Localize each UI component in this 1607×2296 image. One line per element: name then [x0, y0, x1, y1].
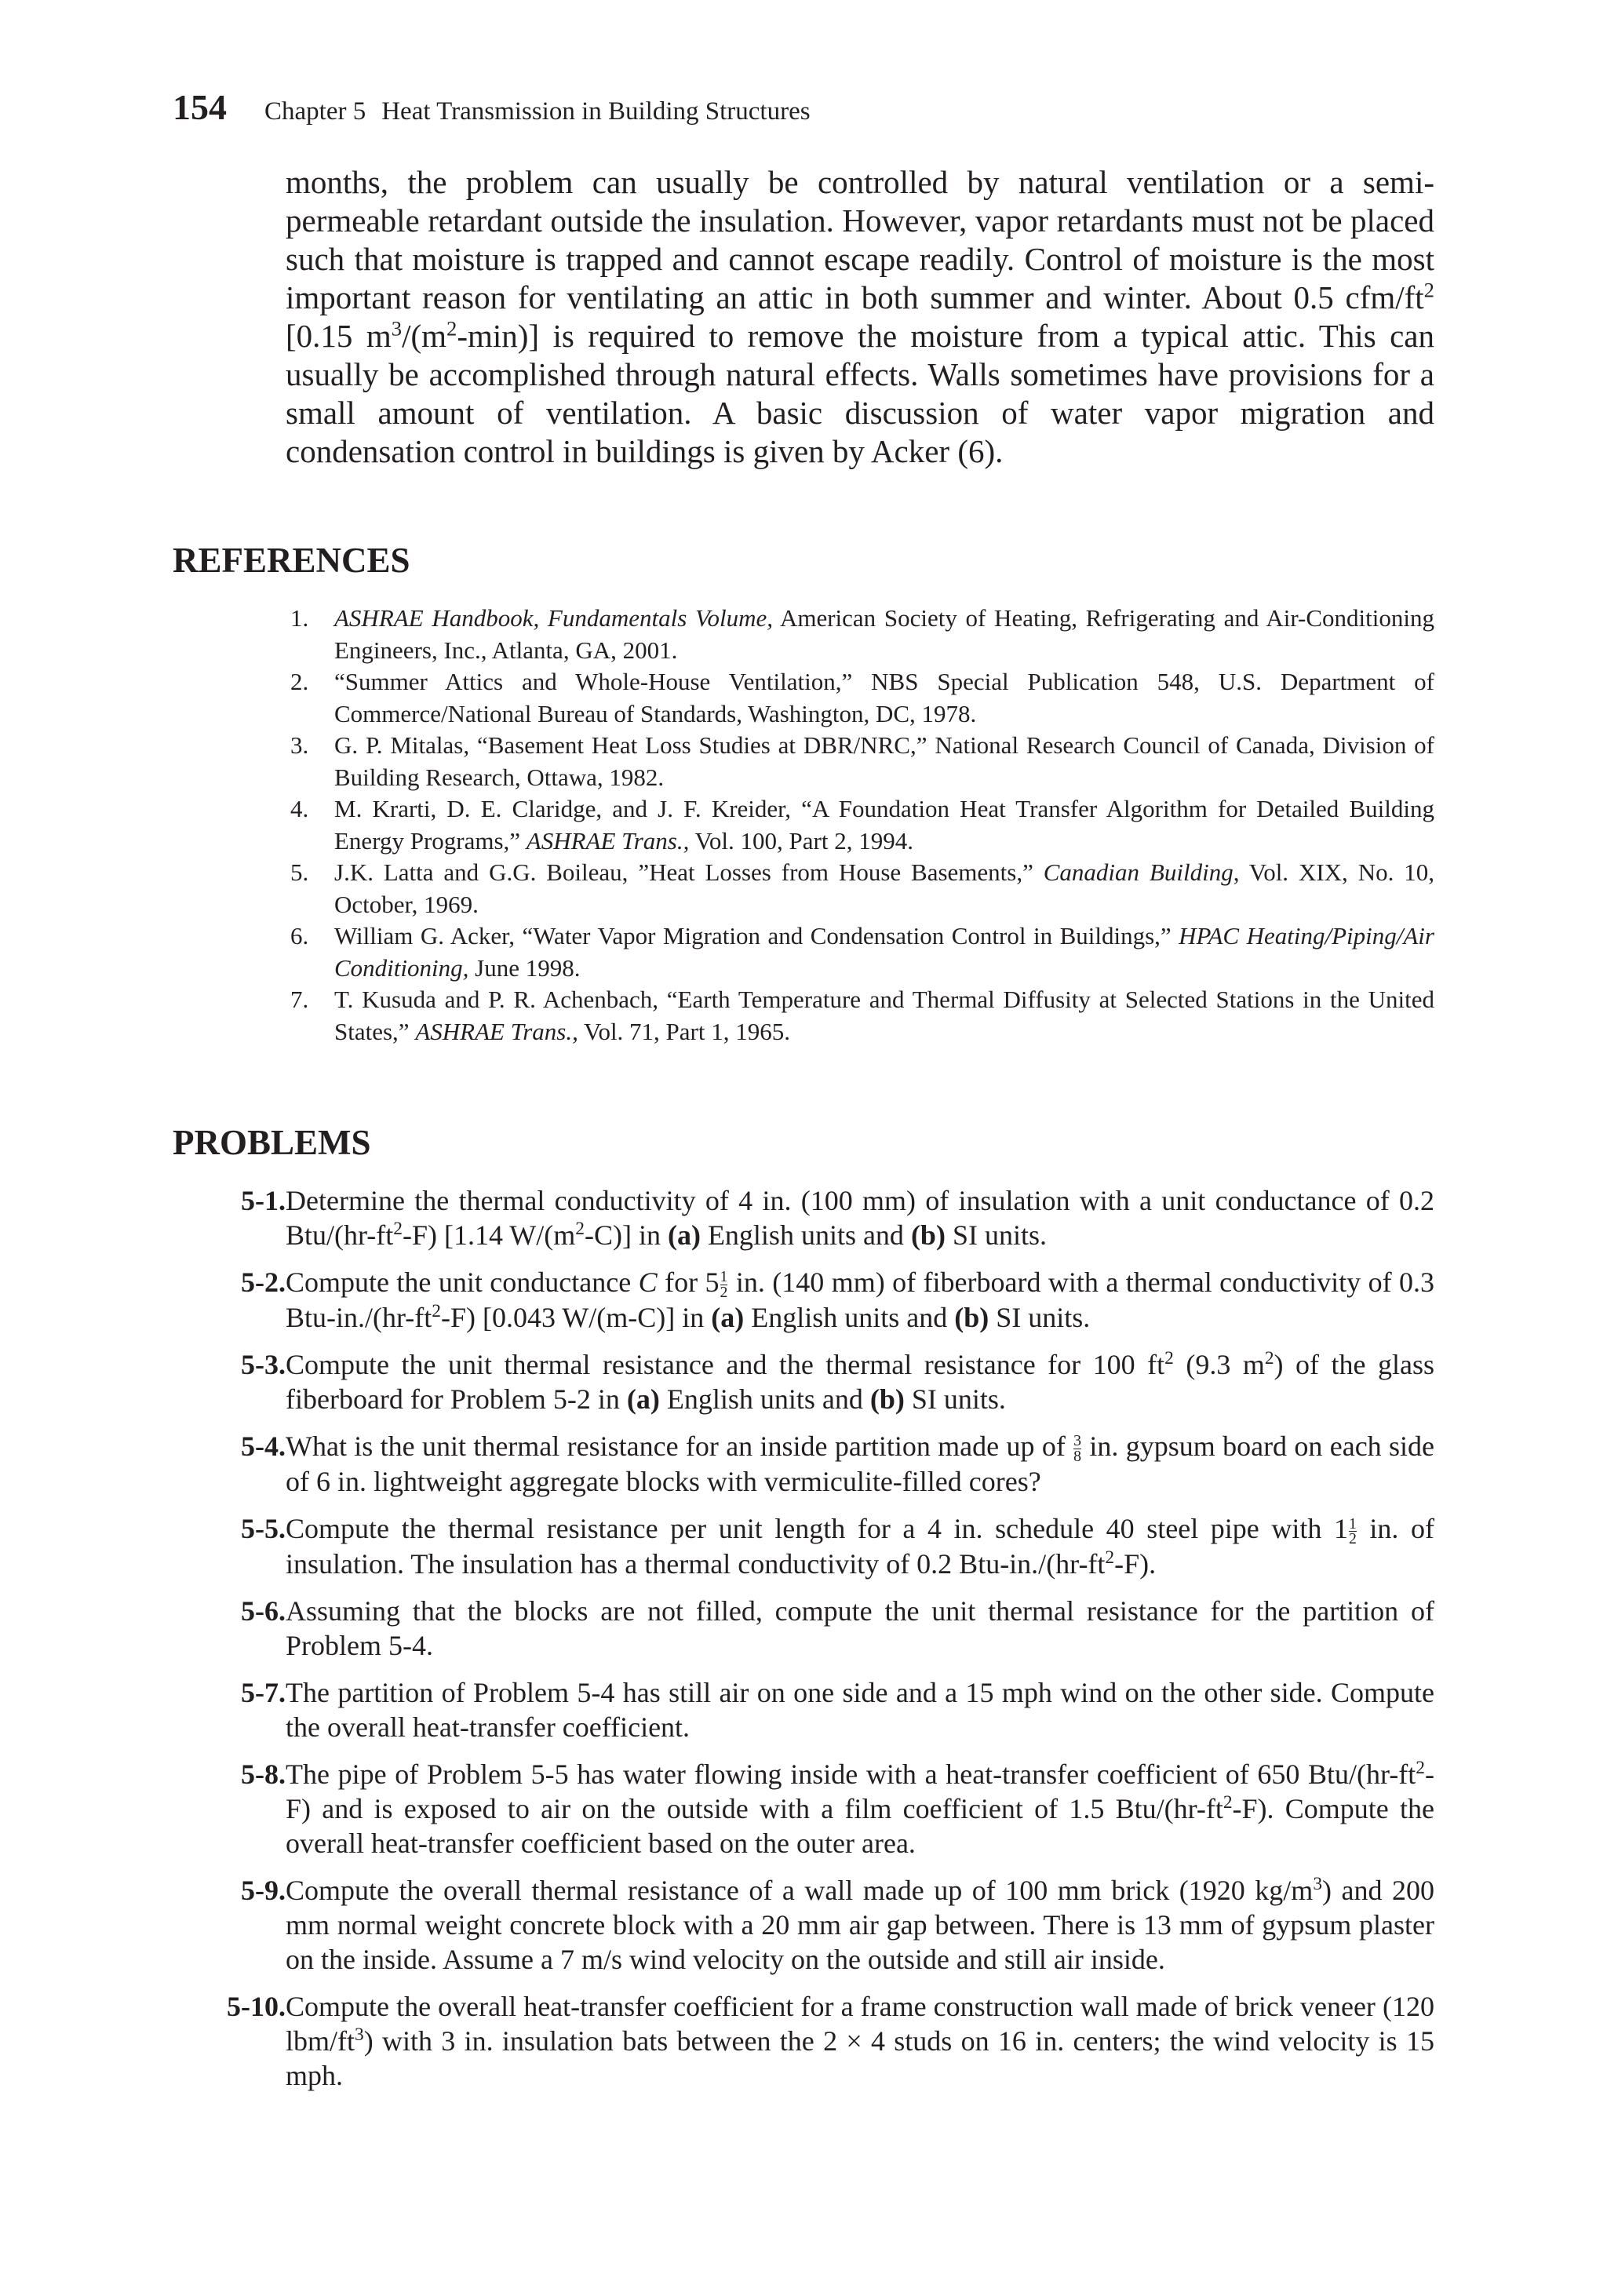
- reference-item: 4. M. Krarti, D. E. Claridge, and J. F. Kreider, “A Foundation Heat Transfer Algorithm for Detailed Building Energy Programs,” ASHRAE Trans., Vol. 100, Part 2, 1994.: [290, 795, 1434, 855]
- problem-number: 5-3.: [241, 1349, 286, 1381]
- problem-item: 5-6. Assuming that the blocks are not filled, compute the unit thermal resistance for the partition of Problem 5-4.: [173, 1594, 1434, 1663]
- problem-item: 5-7. The partition of Problem 5-4 has still air on one side and a 15 mph wind on the other side. Compute the overall heat-transfer coefficient.: [173, 1675, 1434, 1744]
- problem-number: 5-7.: [241, 1677, 286, 1709]
- problem-number: 5-6.: [241, 1595, 286, 1627]
- fraction: $\frac{1}{2}$: [1348, 1514, 1357, 1548]
- problem-item: 5-2. Compute the unit conductance C for 5 $\frac{1}{2}$ in. (140 mm) of fiberboard with a thermal conductivity of 0.3 Btu-$in./(hr-ft^2-F)$ [0.043 W/(m-C)] in (a) English units and (b) SI units.: [173, 1265, 1434, 1335]
- fraction: $\frac{1}{2}$: [720, 1268, 728, 1302]
- reference-item: 1. ASHRAE Handbook, Fundamentals Volume, American Society of Heating, Refrigerating and Air-Conditioning Engineers, Inc., Atlanta, GA, 2001.: [290, 604, 1434, 664]
- problem-item: 5-8. The pipe of Problem 5-5 has water flowing inside with a heat-transfer coefficient of 650 Btu/$(hr-ft^2-F)$ and is exposed to air on the outside with a film coefficient of 1.5 Btu/$(hr-ft^2-F)$. Compute the overall heat-transfer coefficient based on the outer area.: [173, 1757, 1434, 1860]
- references-heading: REFERENCES: [173, 541, 410, 580]
- chapter-label: Chapter 5: [264, 97, 366, 126]
- problem-item: 5-9. Compute the overall thermal resistance of a wall made up of 100 mm brick (1920 $kg/m^3$) and 200 mm normal weight concrete block with a 20 mm air gap between. There is 13 mm of gypsum plaster on the inside. Assume a 7 m/s wind velocity on the outside and still air inside.: [173, 1873, 1434, 1977]
- reference-item: 5. J.K. Latta and G.G. Boileau, ”Heat Losses from House Basements,” Canadian Building, Vol. XIX, No. 10, October, 1969.: [290, 858, 1434, 918]
- reference-item: 2. “Summer Attics and Whole-House Ventilation,” NBS Special Publication 548, U.S. Department of Commerce/National Bureau of Standards, Washington, DC, 1978.: [290, 668, 1434, 727]
- chapter-title: Heat Transmission in Building Structures: [381, 97, 811, 126]
- problem-number: 5-2.: [241, 1266, 286, 1298]
- problems-list: [173, 1183, 1434, 2105]
- problem-item: 5-3. Compute the unit thermal resistance and the thermal resistance for 100 $ft^2$ (9.3 $m^2$) of the glass fiberboard for Problem 5-2 in (a) English units and (b) SI units.: [173, 1347, 1434, 1416]
- problem-number: 5-1.: [241, 1185, 286, 1216]
- problem-item: 5-5. Compute the thermal resistance per unit length for a 4 in. schedule 40 steel pipe with 1 $\frac{1}{2}$ in. of insulation. The insulation has a thermal conductivity of 0.2 Btu-$in./(hr-ft^2-F)$.: [173, 1511, 1434, 1581]
- running-head: [173, 86, 1428, 133]
- reference-item: 3. G. P. Mitalas, “Basement Heat Loss Studies at DBR/NRC,” National Research Council of Canada, Division of Building Research, Ottawa, 1982.: [290, 731, 1434, 791]
- problem-item: 5-10. Compute the overall heat-transfer coefficient for a frame construction wall made of brick veneer (120 lbm/$ft^3$) with 3 in. insulation bats between the 2 × 4 studs on 16 in. centers; the wind velocity is 15 mph.: [173, 1989, 1434, 2093]
- references-list: [290, 603, 1434, 1048]
- reference-item: 6. William G. Acker, “Water Vapor Migration and Condensation Control in Buildings,” HPAC Heating/Piping/Air Conditioning, June 1998.: [290, 922, 1434, 982]
- problem-number: 5-8.: [241, 1758, 286, 1791]
- fraction: $\frac{3}{8}$: [1073, 1432, 1082, 1466]
- problems-heading: PROBLEMS: [173, 1123, 371, 1162]
- problem-item: 5-1. Determine the thermal conductivity of 4 in. (100 mm) of insulation with a unit conductance of 0.2 Btu/$(hr-ft^2-F)$ [1.14 $W/(m^2-C)$] in (a) English units and (b) SI units.: [173, 1183, 1434, 1252]
- intro-paragraph: months, the problem can usually be controlled by natural ventilation or a semi-permeable retardant outside the insulation. However, vapor retardants must not be placed such that moisture is trapped and cannot escape readily. Control of moisture is the most important reason for ventilating an attic in both summer and winter. About 0.5 cfm/$ft^2$ [0.15 $m^3/(m^2-\min)$] is required to remove the moisture from a typical attic. This can usually be accomplished through natural effects. Walls sometimes have provisions for a small amount of ventilation. A basic discussion of water vapor migration and condensation control in buildings is given by Acker (6).: [286, 164, 1434, 469]
- reference-item: 7. T. Kusuda and P. R. Achenbach, “Earth Temperature and Thermal Diffusity at Selected Stations in the United States,” ASHRAE Trans., Vol. 71, Part 1, 1965.: [290, 986, 1434, 1045]
- problem-number: 5-4.: [241, 1430, 286, 1463]
- problem-number: 5-10.: [227, 1991, 286, 2023]
- page-number: 154: [173, 87, 227, 127]
- problem-item: 5-4. What is the unit thermal resistance for an inside partition made up of $\frac{3}{8}$ in. gypsum board on each side of 6 in. lightweight aggregate blocks with vermiculite-filled cores?: [173, 1429, 1434, 1499]
- problem-number: 5-5.: [241, 1513, 286, 1545]
- problem-number: 5-9.: [241, 1875, 286, 1907]
